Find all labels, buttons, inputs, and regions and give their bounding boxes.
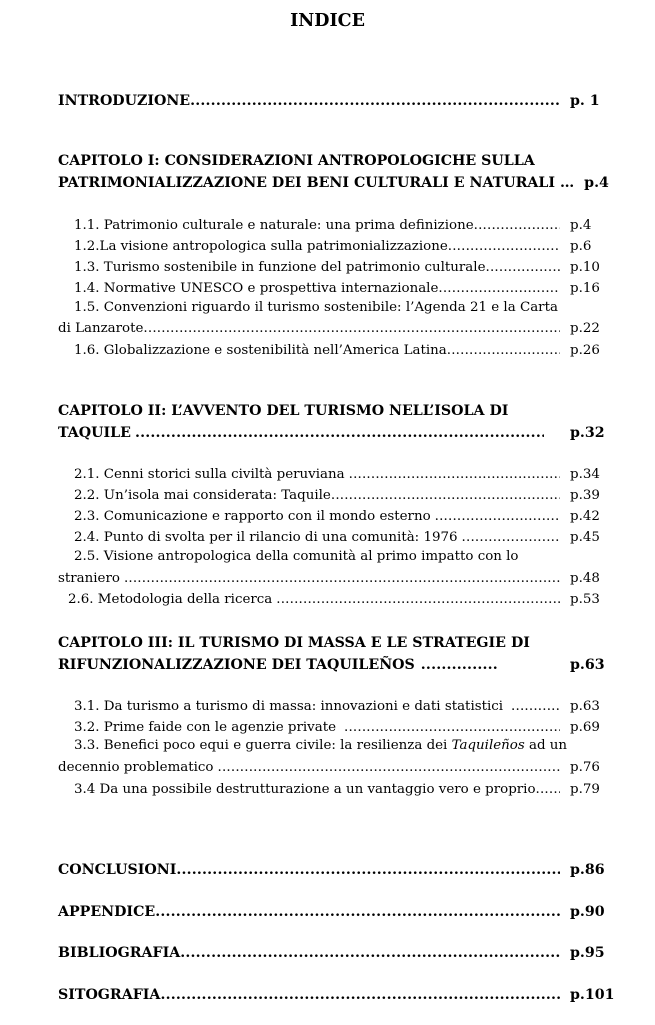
toc-entry-page: p.53 — [570, 592, 600, 607]
toc-entry-3-4[interactable] — [58, 777, 606, 799]
toc-entry-bibliografia[interactable] — [58, 940, 606, 962]
toc-entry-page: p.76 — [570, 760, 600, 775]
toc-leader-dots — [435, 508, 560, 526]
toc-entry-2-2[interactable] — [58, 483, 606, 505]
toc-leader-dots — [180, 944, 560, 962]
toc-entry-label: CONCLUSIONI — [58, 862, 177, 878]
toc-leader-dots — [155, 903, 560, 921]
toc-leader-dots — [143, 320, 560, 338]
toc-entry-page: p.101 — [570, 987, 615, 1003]
toc-leader-dots — [486, 259, 561, 277]
toc-entry-label: 2.1. Cenni storici sulla civiltà peruviana — [74, 467, 345, 482]
toc-leader-dots — [160, 986, 560, 1004]
toc-entry-2-6[interactable] — [58, 587, 606, 609]
toc-leader-dots — [448, 238, 560, 256]
toc-entry-appendice[interactable] — [58, 899, 606, 921]
toc-leader-dots — [135, 424, 544, 442]
toc-entry-page: p.10 — [570, 260, 600, 275]
toc-entry-page: p.32 — [570, 425, 605, 441]
toc-entry-page: p.48 — [570, 571, 600, 586]
toc-entry-2-5-line1[interactable]: 2.5. Visione antropologica della comunità al primo impatto con lo — [74, 549, 519, 564]
toc-entry-page: p.45 — [570, 530, 600, 545]
toc-entry-2-3[interactable] — [58, 504, 606, 526]
toc-entry-label: 2.2. Un’isola mai considerata: Taquile — [74, 488, 331, 503]
toc-entry-label: RIFUNZIONALIZZAZIONE DEI TAQUILEÑOS — [58, 657, 415, 673]
toc-entry-label: 3.1. Da turismo a turismo di massa: innovazioni e dati statistici — [74, 699, 504, 714]
toc-entry-page: p.42 — [570, 509, 600, 524]
toc-entry-label: BIBLIOGRAFIA — [58, 945, 181, 961]
toc-entry-page: p.26 — [570, 343, 600, 358]
toc-entry-1-4[interactable] — [58, 276, 606, 298]
toc-entry-page: p.4 — [570, 218, 592, 233]
toc-leader-dots — [349, 466, 560, 484]
toc-entry-page: p.86 — [570, 862, 605, 878]
toc-entry-3-1[interactable] — [58, 694, 606, 716]
toc-leader-dots — [421, 656, 498, 674]
page-title: INDICE — [290, 11, 365, 31]
toc-entry-label: APPENDICE — [58, 904, 156, 920]
toc-leader-dots — [124, 570, 560, 588]
toc-entry-label: 2.3. Comunicazione e rapporto con il mondo esterno — [74, 509, 431, 524]
toc-entry-2-1[interactable] — [58, 462, 606, 484]
toc-entry-3-3[interactable] — [58, 755, 606, 777]
toc-entry-label-italic: Taquileños — [451, 738, 525, 753]
toc-leader-dots — [438, 280, 560, 298]
toc-leader-dots — [511, 698, 560, 716]
toc-entry-label: decennio problematico — [58, 760, 214, 775]
chapter-1-heading-line1[interactable]: CAPITOLO I: CONSIDERAZIONI ANTROPOLOGICHE SULLA — [58, 153, 535, 169]
toc-entry-1-6[interactable] — [58, 338, 606, 360]
toc-entry-label: 3.2. Prime faide con le agenzie private — [74, 720, 336, 735]
toc-leader-dots — [344, 719, 560, 737]
toc-entry-label: 3.4 Da una possibile destrutturazione a un vantaggio vero e proprio — [74, 782, 536, 797]
toc-entry-2-5[interactable] — [58, 566, 606, 588]
toc-entry-label-part: 3.3. Benefici poco equi e guerra civile: la resilienza dei — [74, 738, 452, 753]
toc-entry-introduzione[interactable] — [58, 88, 606, 110]
toc-entry-chapter-1[interactable] — [58, 170, 609, 192]
toc-entry-1-3[interactable] — [58, 255, 606, 277]
toc-leader-dots — [176, 861, 560, 879]
toc-entry-page: p.16 — [570, 281, 600, 296]
toc-entry-chapter-3[interactable] — [58, 652, 606, 674]
toc-leader-dots — [218, 759, 561, 777]
toc-entry-label: 2.4. Punto di svolta per il rilancio di una comunità: 1976 — [74, 530, 458, 545]
toc-entry-label: 1.3. Turismo sostenibile in funzione del patrimonio culturale — [74, 260, 486, 275]
toc-entry-label: 1.4. Normative UNESCO e prospettiva internazionale — [74, 281, 439, 296]
toc-entry-label: PATRIMONIALIZZAZIONE DEI BENI CULTURALI E NATURALI … — [58, 175, 575, 191]
toc-entry-page: p.79 — [570, 782, 600, 797]
toc-entry-1-2[interactable] — [58, 234, 606, 256]
toc-leader-dots — [447, 342, 560, 360]
toc-entry-page: p.6 — [570, 239, 592, 254]
toc-entry-3-3-line1[interactable] — [58, 737, 622, 755]
toc-leader-dots — [331, 487, 560, 505]
toc-entry-1-1[interactable] — [58, 213, 606, 235]
toc-entry-label: TAQUILE — [58, 425, 131, 441]
toc-entry-sitografia[interactable] — [58, 982, 615, 1004]
toc-entry-1-5[interactable] — [58, 316, 606, 338]
toc-entry-label: 1.6. Globalizzazione e sostenibilità nell’America Latina — [74, 343, 447, 358]
toc-entry-page: p.69 — [570, 720, 600, 735]
toc-leader-dots — [462, 529, 560, 547]
toc-entry-page: p.63 — [570, 699, 600, 714]
toc-leader-dots — [474, 217, 560, 235]
toc-leader-dots — [536, 781, 560, 799]
toc-entry-label: 1.1. Patrimonio culturale e naturale: una prima definizione — [74, 218, 474, 233]
chapter-2-heading-line1[interactable]: CAPITOLO II: L’AVVENTO DEL TURISMO NELL’ISOLA DI — [58, 403, 509, 419]
toc-entry-page: p. 1 — [570, 93, 600, 109]
toc-entry-page: p.4 — [584, 175, 609, 191]
toc-entry-label-part: ad un — [524, 738, 568, 753]
toc-entry-page: p.90 — [570, 904, 605, 920]
toc-leader-dots — [276, 591, 560, 609]
toc-entry-label: 1.2.La visione antropologica sulla patrimonializzazione — [74, 239, 448, 254]
toc-entry-label: INTRODUZIONE — [58, 93, 191, 109]
toc-entry-2-4[interactable] — [58, 525, 606, 547]
toc-entry-3-2[interactable] — [58, 715, 606, 737]
toc-entry-page: p.95 — [570, 945, 605, 961]
toc-entry-label: 2.6. Metodologia della ricerca — [68, 592, 273, 607]
toc-entry-page: p.39 — [570, 488, 600, 503]
toc-entry-page: p.34 — [570, 467, 600, 482]
chapter-3-heading-line1[interactable]: CAPITOLO III: IL TURISMO DI MASSA E LE STRATEGIE DI — [58, 635, 530, 651]
toc-entry-label: straniero — [58, 571, 120, 586]
toc-entry-label: SITOGRAFIA — [58, 987, 161, 1003]
toc-entry-page: p.22 — [570, 321, 600, 336]
toc-entry-page: p.63 — [570, 657, 605, 673]
toc-entry-1-5-line1[interactable]: 1.5. Convenzioni riguardo il turismo sostenibile: l’Agenda 21 e la Carta — [74, 300, 558, 315]
toc-entry-conclusioni[interactable] — [58, 857, 606, 879]
toc-entry-label: di Lanzarote — [58, 321, 144, 336]
toc-entry-chapter-2[interactable] — [58, 420, 606, 442]
toc-leader-dots — [190, 92, 560, 110]
